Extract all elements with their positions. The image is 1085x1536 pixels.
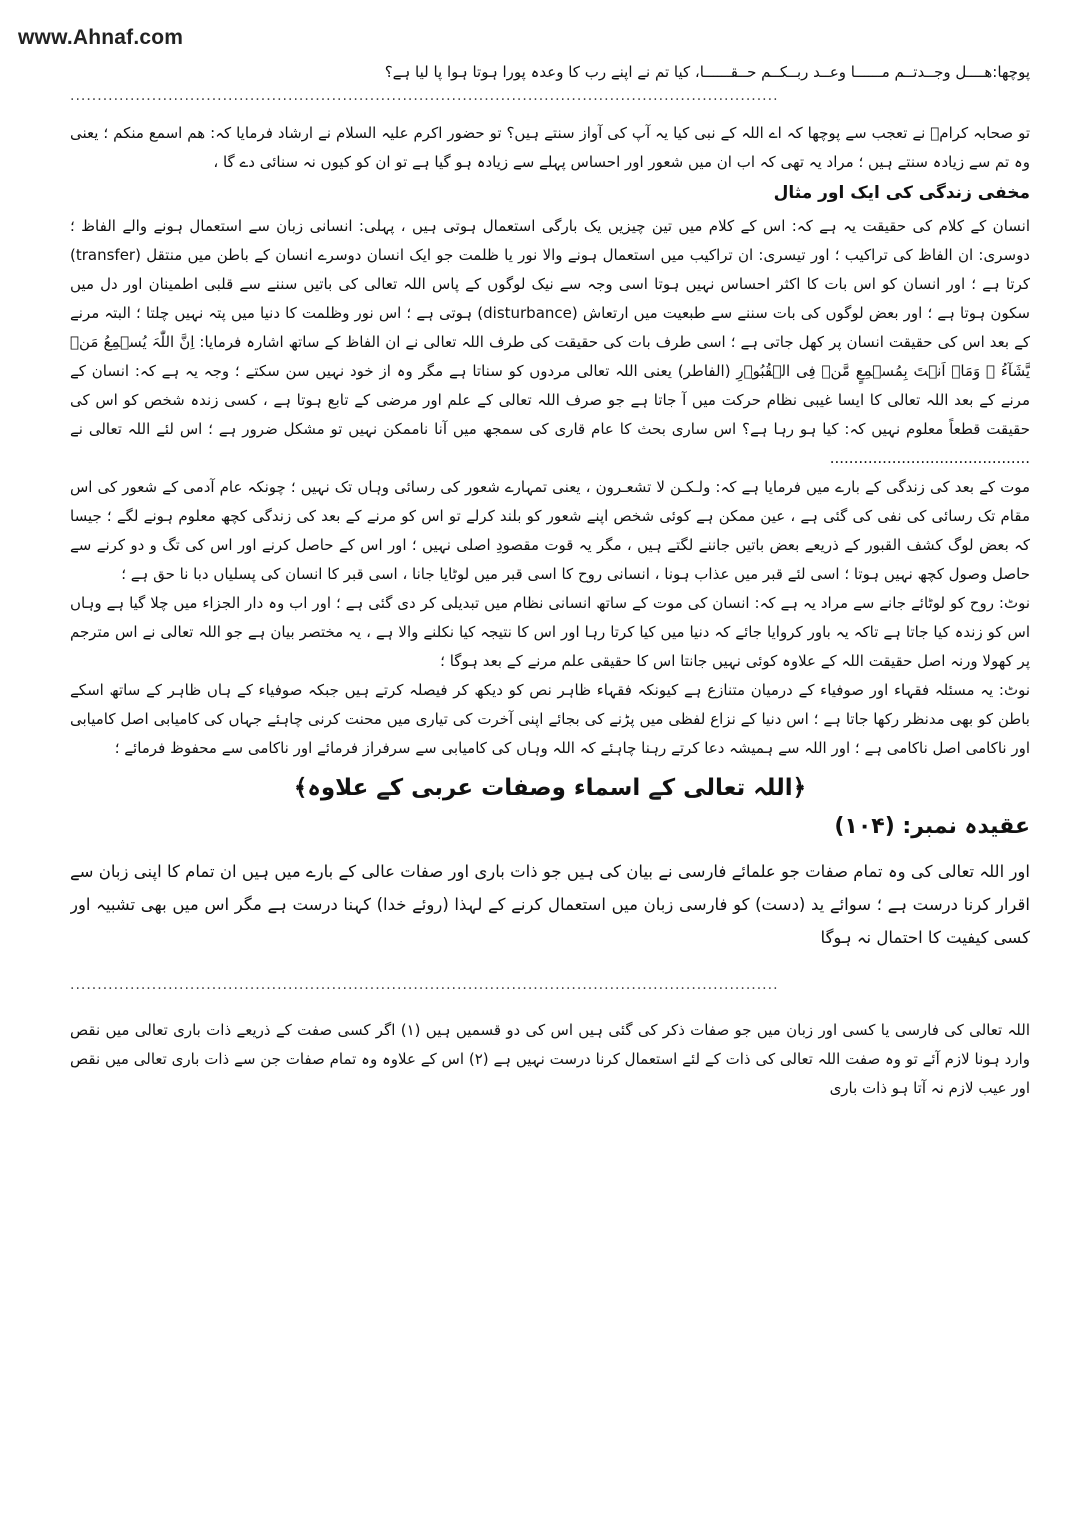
paragraph-question: پوچھا:ھــــل وجــدتــم مــــــا وعــد ربــکــم حــقــــــا، کیا تم نے اپنے رب کا وعدہ پورا ہوتا ہوا پا لیا ہے؟ [384, 63, 1030, 81]
paragraph-afterlife: موت کے بعد کی زندگی کے بارے میں فرمایا ہے کہ: ولـکـن لا تشعـرون ، یعنی تمہارے شعور کی رسائی وہاں تک نہیں ؛ چونکہ عام آدمی کے شعور کی اس مقام تک رسائی کی نفی کی گئی ہے ، عین ممکن ہے کوئی شخص اپنے شعور کو بلند کرلے تو اس کو مرنے کے بعد کی زندگی کچھ معلوم ہونے لگے ؛ جیسا کہ بعض لوگ کشف القبور کے ذریعے بعض باتیں جاننے لگتے ہیں ، مگر یہ قوت مقصودِ اصلی نہیں ؛ اور اس کے حاصل کرنے اور اس کی تگ و دو کرنے سے حاصل وصول کچھ نہیں ہوتا ؛ اسی لئے قبر میں عذاب ہونا ، انسانی روح کا اسی قبر میں لوٹایا جانا ، اسی قبر کا انسان کی پسلیاں دبا نا حق ہے ؛ [70, 478, 1030, 583]
paragraph-creed-text: اور اللہ تعالی کی وہ تمام صفات جو علمائے فارسی نے بیان کی ہیں جو ذات باری اور صفات عالی کے بارے میں ہیں ان تمام کا اپنی زبان سے اقرار کرنا درست ہے ؛ سوائے ید (دست) کو فارسی زبان میں استعمال کرنے کے لہذا (روئے خدا) کہنا درست ہے مگر اس میں بھی تشبیہ اور کسی کیفیت کا احتمال نہ ہوگا [70, 862, 1030, 947]
dotted-separator: .................................................................................................................................. [70, 88, 779, 104]
site-watermark: www.Ahnaf.com [18, 26, 184, 49]
paragraph-speech-reality: انسان کے کلام کی حقیقت یہ ہے کہ: اس کے کلام میں تین چیزیں یک بارگی استعمال ہوتی ہیں ، پہلی: انسانی زبان سے استعمال ہونے والے الفاظ ؛ دوسری: ان الفاظ کی تراکیب ؛ اور تیسری: ان تراکیب میں استعمال ہونے والا نور یا ظلمت جو ایک انسان دوسرے انسان کے باطن میں منتقل (transfer) کرتا ہے ؛ اور انسان کو اس بات کا اکثر احساس نہیں ہوتا اسی وجہ سے نیک لوگوں کے پاس اللہ تعالی کی باتیں سننے سے قلبی اطمینان اور دل میں سکون ہوتا ہے ؛ اور بعض لوگوں کی بات سننے سے طبعیت میں ارتعاش (disturbance) ہوتی ہے ؛ اس نور وظلمت کا دنیا میں پتہ نہیں چلتا ؛ البتہ مرنے کے بعد اس کی حقیقت انسان پر کھل جاتی ہے ؛ اسی طرف بات کی حقیقت کی طرف اللہ تعالی نے ان الفاظ کے ساتھ اشارہ فرمایا: اِنَّ اللّٰہَ یُسۡمِعُ مَنۡ یَّشَآءُ ۚ وَمَاۤ اَنۡتَ بِمُسۡمِعٍ مَّنۡ فِی الۡقُبُوۡرِ (الفاطر) یعنی اللہ تعالی مردوں کو سناتا ہے مگر وہ از خود نہیں سن سکتے ؛ وجہ یہ ہے کہ: انسان کے مرنے کے بعد اللہ تعالی کا ایسا غیبی نظام حرکت میں آ جاتا ہے جو صرف اللہ تعالی کے علم اور مرضی کے تابع ہوتا ہے ، کسی زندہ شخص کو اس کی حقیقت قطعاً معلوم نہیں کہ: کیا ہو رہا ہے؟ اس ساری بحث کا عام قاری کی سمجھ میں آنا ناممکن نہیں تو مشکل ضرور ہے ؛ اس لئے اللہ تعالی نے .......................................... [70, 217, 1030, 467]
chapter-heading: ﴿اللہ تعالی کے اسماء وصفات عربی کے علاوہ﴾ [293, 775, 807, 801]
paragraph-note-soul: نوٹ: روح کو لوٹائے جانے سے مراد یہ ہے کہ: انسان کی موت کے ساتھ انسانی نظام میں تبدیلی کر دی گئی ہے ؛ اور اب وہ دار الجزاء میں چلا گیا ہے وہاں اس کو زندہ کیا جاتا ہے تاکہ یہ باور کروایا جائے کہ دنیا میں کیا کرتا رہا اور اس کا نتیجہ کیا نکلنے والا ہے ، یہ مختصر بیان ہے جو اللہ تعالی نے اس مترجم پر کھولا ورنہ اصل حقیقت اللہ کے علاوہ کوئی نہیں جانتا اس کا حقیقی علم مرنے کے بعد ہوگا ؛ [70, 594, 1030, 670]
dotted-separator-2: .................................................................................................................................. [70, 977, 779, 993]
paragraph-companions: تو صحابہ کرامؓ نے تعجب سے پوچھا کہ اے اللہ کے نبی کیا یہ آپ کی آواز سنتے ہیں؟ تو حضور اکرم علیہ السلام نے ارشاد فرمایا کہ: ھم اسمع منکم ؛ یعنی وہ تم سے زیادہ سنتے ہیں ؛ مراد یہ تھی کہ اب ان میں شعور اور احساس پہلے سے زیادہ ہو گیا ہے تو ان کو کیوں نہ سنائی دے گا ، [70, 124, 1030, 171]
paragraph-note-jurists: نوٹ: یہ مسئلہ فقہاء اور صوفیاء کے درمیان متنازع ہے کیونکہ فقہاء ظاہر نص کو دیکھ کر فیصلہ کرتے ہیں جبکہ صوفیاء کے ہاں ظاہر کے ساتھ اسکے باطن کو بھی مدنظر رکھا جاتا ہے ؛ اس دنیا کے نزاع لفظی میں پڑنے کی بجائے اپنی آخرت کی تیاری میں محنت کرنی چاہئے جہاں کی کامیابی اصل کامیابی اور ناکامی اصل ناکامی ہے ؛ اور اللہ سے ہمیشہ دعا کرتے رہنا چاہئے کہ اللہ وہاں کی کامیابی سے سرفراز فرمائے اور ناکامی سے محفوظ فرمائے ؛ [70, 681, 1030, 757]
section-subheading: مخفی زندگی کی ایک اور مثال [773, 183, 1030, 203]
creed-number: عقیدہ نمبر: (۱۰۴) [834, 814, 1030, 839]
paragraph-attributes: اللہ تعالی کی فارسی یا کسی اور زبان میں جو صفات ذکر کی گئی ہیں اس کی دو قسمیں ہیں (۱) اگر کسی صفت کے ذریعے ذات باری تعالی میں نقص وارد ہونا لازم آئے تو وہ صفت اللہ تعالی کی ذات کے لئے استعمال کرنا درست نہیں ہے (۲) اس کے علاوہ وہ تمام صفات جن سے ذات باری تعالی میں نقص اور عیب لازم نہ آتا ہو ذات باری [70, 1021, 1030, 1097]
page-content [70, 58, 1030, 1528]
